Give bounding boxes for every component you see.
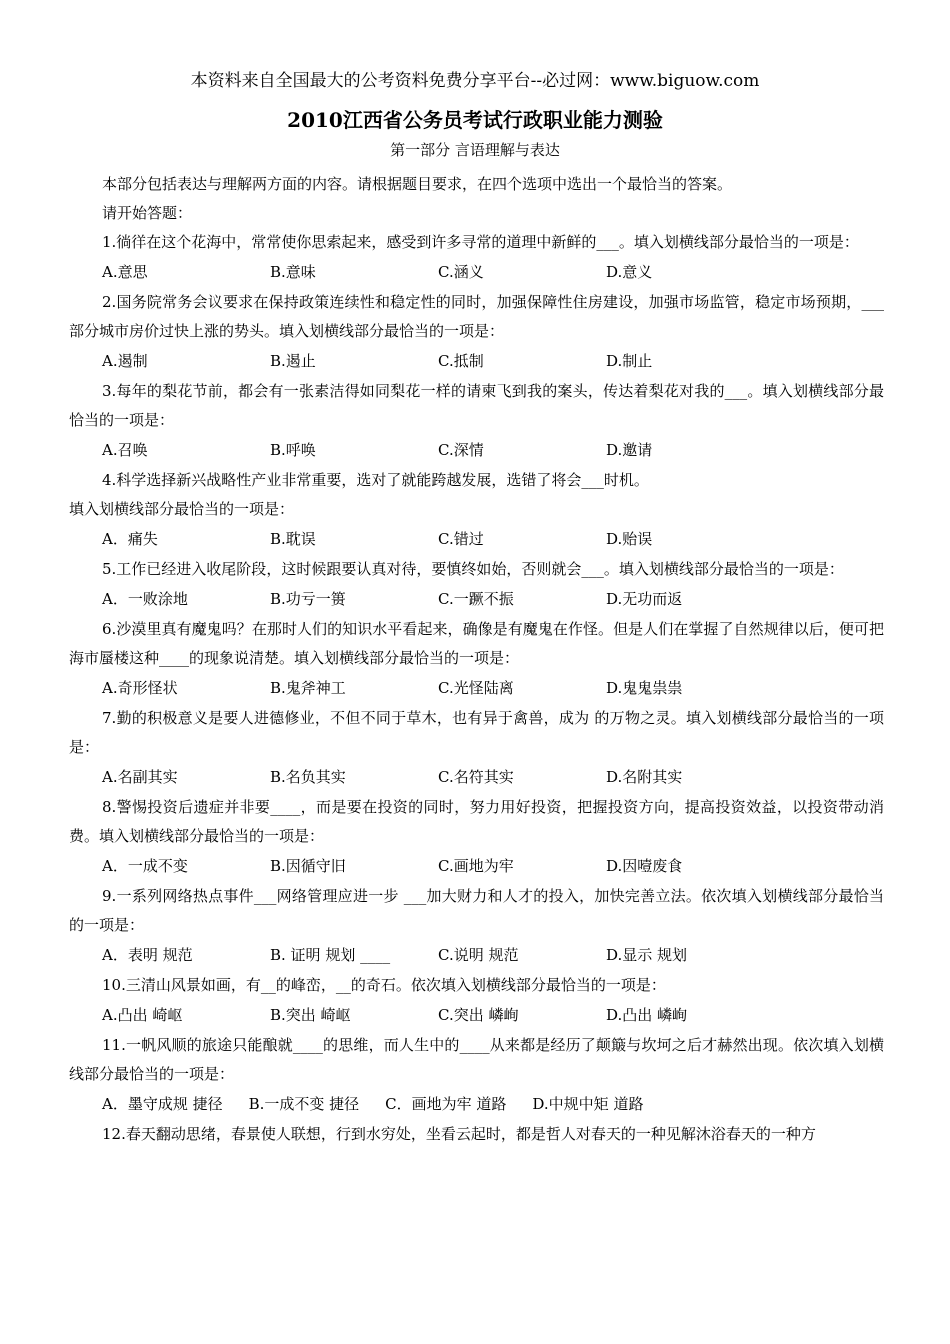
question-2 — [69, 288, 884, 377]
option-row — [69, 257, 884, 288]
source-header: 本资料来自全国最大的公考资料免费分享平台--必过网：www.biguow.com — [190, 71, 760, 91]
question-8 — [69, 793, 884, 882]
option-b: B.功亏一篑 — [270, 590, 346, 608]
question-stem: 9.一系列网络热点事件___网络管理应进一步 ___加大财力和人才的投入，加快完善立法。依次填入划横线部分最恰当的一项是： — [69, 887, 884, 934]
option-b: B. 证明 规划 ____ — [270, 946, 391, 964]
option-b: B.因循守旧 — [270, 857, 346, 875]
option-b: B.鬼斧神工 — [270, 679, 346, 697]
option-c: C.深情 — [438, 441, 484, 459]
option-c: C．画地为牢 道路 — [385, 1095, 507, 1113]
question-6 — [69, 615, 884, 704]
option-a: A.凸出 崎岖 — [102, 1006, 183, 1024]
option-d: D.意义 — [606, 263, 653, 281]
option-c: C.涵义 — [438, 263, 484, 281]
question-stem: 4.科学选择新兴战略性产业非常重要，选对了就能跨越发展，选错了将会___时机。 — [102, 471, 649, 489]
question-11 — [69, 1031, 884, 1120]
option-row — [69, 1089, 884, 1120]
option-c: C.一蹶不振 — [438, 590, 514, 608]
question-4 — [69, 466, 884, 555]
option-d: D.名附其实 — [606, 768, 683, 786]
option-a: A.名副其实 — [102, 768, 178, 786]
option-c: C.突出 嶙峋 — [438, 1006, 519, 1024]
question-stem: 12.春天翻动思绪，春景使人联想，行到水穷处，坐看云起时，都是哲人对春天的一种见解沐浴春天的一种方 — [102, 1125, 816, 1143]
question-3 — [69, 377, 884, 466]
question-9 — [69, 882, 884, 971]
option-b: B.名负其实 — [270, 768, 346, 786]
option-row — [69, 524, 884, 555]
question-stem: 10.三清山风景如画，有__的峰峦，__的奇石。依次填入划横线部分最恰当的一项是： — [102, 976, 666, 994]
section-title: 第一部分 言语理解与表达 — [390, 141, 560, 159]
option-c: C.说明 规范 — [438, 946, 519, 964]
option-b: B.意味 — [270, 263, 316, 281]
option-b: B.突出 崎岖 — [270, 1006, 351, 1024]
option-c: C.画地为牢 — [438, 857, 514, 875]
option-d: D.贻误 — [606, 530, 653, 548]
option-d: D.无功而返 — [606, 590, 683, 608]
option-c: C.名符其实 — [438, 768, 514, 786]
option-d: D.显示 规划 — [606, 946, 688, 964]
question-stem: 6.沙漠里真有魔鬼吗？在那时人们的知识水平看起来，确像是有魔鬼在作怪。但是人们在掌握了自然规律以后，便可把海市蜃楼这种____的现象说清楚。填入划横线部分最恰当的一项是： — [69, 620, 884, 667]
option-a: A.遏制 — [102, 352, 148, 370]
option-row — [69, 346, 884, 377]
option-a: A.召唤 — [102, 441, 148, 459]
option-d: D.因噎废食 — [606, 857, 683, 875]
option-d: D.凸出 嶙峋 — [606, 1006, 688, 1024]
question-stem: 11.一帆风顺的旅途只能酿就____的思维，而人生中的____从来都是经历了颠簸与坎坷之后才赫然出现。依次填入划横线部分最恰当的一项是： — [69, 1036, 884, 1083]
option-a: A．表明 规范 — [102, 946, 193, 964]
option-b: B.遏止 — [270, 352, 316, 370]
option-row — [69, 435, 884, 466]
document-body — [69, 170, 884, 1149]
question-stem: 5.工作已经进入收尾阶段，这时候跟要认真对待，要慎终如始，否则就会___。填入划横线部分最恰当的一项是： — [102, 560, 844, 578]
option-d: D.邀请 — [606, 441, 653, 459]
option-a: A．一败涂地 — [102, 590, 188, 608]
question-5 — [69, 555, 884, 615]
question-12 — [69, 1120, 884, 1149]
question-stem: 7.勤的积极意义是要人进德修业，不但不同于草木，也有异于禽兽，成为 的万物之灵。填入划横线部分最恰当的一项是： — [69, 709, 884, 756]
intro-paragraph: 本部分包括表达与理解两方面的内容。请根据题目要求，在四个选项中选出一个最恰当的答案。 — [102, 175, 733, 193]
option-b: B.耽误 — [270, 530, 316, 548]
option-b: B.一成不变 捷径 — [248, 1095, 360, 1113]
option-d: D.中规中矩 道路 — [532, 1095, 644, 1113]
option-row — [69, 940, 884, 971]
option-c: C.抵制 — [438, 352, 484, 370]
question-stem: 3.每年的梨花节前，都会有一张素洁得如同梨花一样的请柬飞到我的案头，传达着梨花对我的___。填入划横线部分最恰当的一项是： — [69, 382, 884, 429]
question-1 — [69, 228, 884, 288]
option-a: A.意思 — [102, 263, 148, 281]
option-a: A．一成不变 — [102, 857, 188, 875]
question-stem: 8.警惕投资后遗症并非要____，而是要在投资的同时，努力用好投资，把握投资方向，提高投资效益，以投资带动消费。填入划横线部分最恰当的一项是： — [69, 798, 884, 845]
question-stem: 2.国务院常务会议要求在保持政策连续性和稳定性的同时，加强保障性住房建设，加强市场监管，稳定市场预期，___部分城市房价过快上涨的势头。填入划横线部分最恰当的一项是： — [69, 293, 884, 340]
option-b: B.呼唤 — [270, 441, 316, 459]
option-row — [69, 1000, 884, 1031]
question-stem: 1.徜徉在这个花海中，常常使你思索起来，感受到许多寻常的道理中新鲜的___。填入划横线部分最恰当的一项是： — [102, 233, 859, 251]
question-10 — [69, 971, 884, 1031]
option-d: D.制止 — [606, 352, 653, 370]
option-a: A．墨守成规 捷径 — [102, 1095, 223, 1113]
option-d: D.鬼鬼祟祟 — [606, 679, 683, 697]
question-7 — [69, 704, 884, 793]
option-a: A．痛失 — [102, 530, 158, 548]
page-title: 2010江西省公务员考试行政职业能力测验 — [287, 108, 663, 132]
option-c: C.错过 — [438, 530, 484, 548]
option-c: C.光怪陆离 — [438, 679, 514, 697]
option-row — [69, 584, 884, 615]
option-row — [69, 762, 884, 793]
option-row — [69, 673, 884, 704]
option-row — [69, 851, 884, 882]
option-a: A.奇形怪状 — [102, 679, 178, 697]
start-instruction: 请开始答题： — [102, 204, 193, 222]
question-stem-continued: 填入划横线部分最恰当的一项是： — [69, 500, 295, 518]
